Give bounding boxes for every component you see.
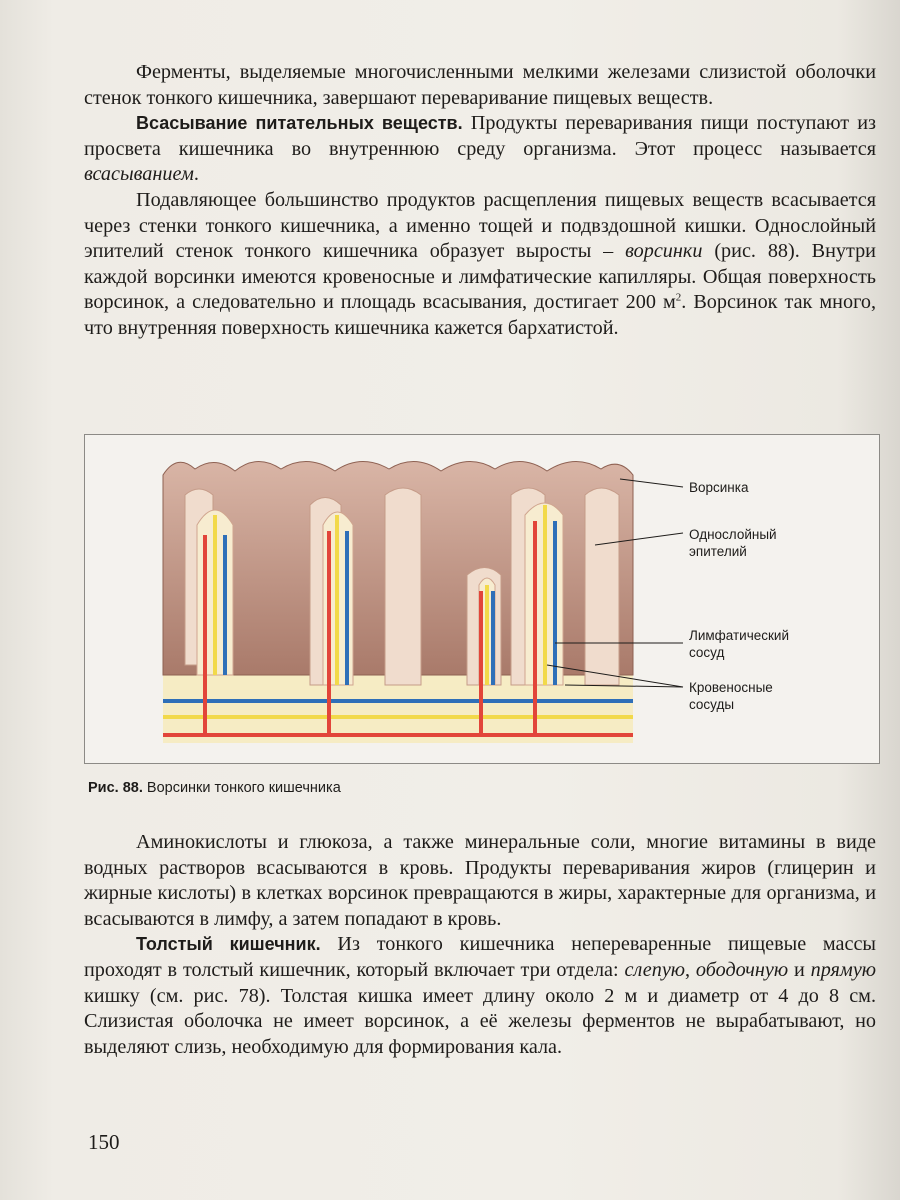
italic-term: всасыванием <box>84 163 194 186</box>
paragraph-text: Ферменты, выделяемые многочисленными мелкими железами слизистой оболочки стенок тонкого кишечника, завершают переваривание пищевых веществ. <box>84 61 876 109</box>
superscript: 2 <box>675 291 682 304</box>
label-villus <box>689 479 748 496</box>
paragraph-text: Подавляющее большинство продуктов расщепления пищевых веществ всасывается через стенки тонкого кишечника, а именно тощей и подвздошной кишки. Однослойный эпителий стенок тонкого кишечника образует выросты – <box>84 188 876 263</box>
paragraph-text: Аминокислоты и глюкоза, а также минеральные соли, многие витамины в виде водных растворов всасываются в кровь. Продукты переваривания жиров (глицерин и жирные кислоты) в клетках ворсинок превращаются в жиры, характерные для организма, и всасываются в лимфу, а затем попадают в кровь. <box>84 831 876 930</box>
paragraph-text: (рис. 88). Внутри каждой ворсинки имеются кровеносные и лимфатические капилляры. Общая поверхность ворсинок, а следовательно и площадь всасывания, достигает 200 м <box>84 240 876 314</box>
paragraph-nutrients <box>84 830 876 932</box>
caption-text: Ворсинки тонкого кишечника <box>142 780 341 796</box>
paragraph-enzymes <box>84 60 876 111</box>
label-lymph-vessel <box>689 627 789 661</box>
paragraph-large-intestine <box>84 932 876 1060</box>
label-epithelium-line1: Однослойный <box>689 527 777 542</box>
section-heading-large-intestine: Толстый кишечник. <box>136 934 321 955</box>
italic-term: прямую <box>810 958 877 981</box>
label-epithelium <box>689 526 777 560</box>
italic-term: ворсинки <box>625 240 703 263</box>
page-number: 150 <box>88 1130 120 1154</box>
figure-88 <box>84 434 880 764</box>
italic-term: ободочную <box>695 958 789 981</box>
label-blood-line1: Кровеносные <box>689 680 773 695</box>
section-heading-absorption: Всасывание питательных веществ. <box>136 113 463 134</box>
label-villus-text: Ворсинка <box>689 480 749 495</box>
bottom-text <box>84 830 876 1060</box>
paragraph-text: кишку (см. рис. 78). Толстая кишка имеет длину около 2 м и диаметр от 4 до 8 см. Слизистая оболочка не имеет ворсинок, а её железы ферментов не вырабатывают, но выделяют слизь, необходимую для формирования кала. <box>84 984 876 1058</box>
label-lymph-line2: сосуд <box>689 645 725 660</box>
paragraph-text: . <box>193 163 199 186</box>
paragraph-absorption <box>84 111 876 188</box>
figure-caption <box>88 780 341 796</box>
caption-number: Рис. 88. <box>88 780 143 796</box>
top-text <box>84 60 876 342</box>
label-epithelium-line2: эпителий <box>689 544 747 559</box>
label-blood-vessels <box>689 679 773 713</box>
label-blood-line2: сосуды <box>689 697 735 712</box>
separator: и <box>788 958 811 981</box>
separator: , <box>685 958 696 981</box>
paragraph-villi <box>84 188 876 342</box>
italic-term: слепую <box>624 958 686 981</box>
paragraph-text: . Ворсинок так много, что внутренняя поверхность кишечника кажется бархатистой. <box>84 291 876 339</box>
paragraph-text: Продукты переваривания пищи поступают из просвета кишечника во внутреннюю среду организма. Этот процесс называется <box>84 112 877 160</box>
paragraph-text: Из тонкого кишечника непереваренные пищевые массы проходят в толстый кишечник, который включает три отдела: <box>84 933 876 981</box>
label-lymph-line1: Лимфатический <box>689 628 790 643</box>
villi-illustration <box>85 435 881 765</box>
